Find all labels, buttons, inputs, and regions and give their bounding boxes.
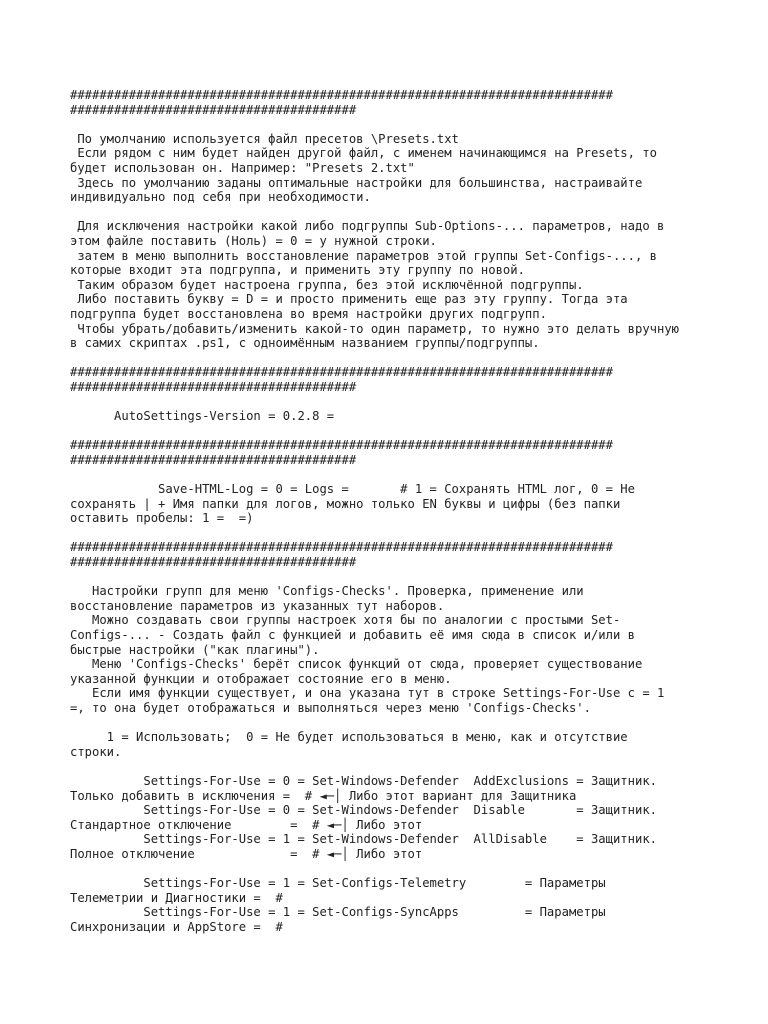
text-line: 1 = Использовать; 0 = Не будет использоваться в меню, как и отсутствие [70,730,628,745]
text-line: указанной функции и отображает состояние его в меню. [70,671,452,686]
text-line: Если имя функции существует, и она указана тут в строке Settings-For-Use с = 1 [70,686,665,701]
text-line: ####################################### [70,452,357,467]
text-line: Settings-For-Use = 0 = Set-Windows-Defender AddExclusions = Защитник. [70,773,657,788]
text-line: ########################################################################## [70,438,613,453]
text-line: строки. [70,744,122,759]
text-line: Меню 'Configs-Checks' берёт список функций от сюда, проверяет существование [70,657,643,672]
blank-line [70,570,710,585]
blank-line [70,526,710,541]
text-line: Либо поставить букву = D = и просто применить еще раз эту группу. Тогда эта [70,292,628,307]
text-line: Чтобы убрать/добавить/изменить какой-то один параметр, то нужно это делать вручную [70,321,680,336]
text-line: подгруппа будет восстановлена во время настройки других подгрупп. [70,306,547,321]
text-line: Save-HTML-Log = 0 = Logs = # 1 = Сохранять HTML лог, 0 = Не [70,482,635,497]
text-line: сохранять | + Имя папки для логов, можно только EN буквы и цифры (без папки [70,496,621,511]
text-line: AutoSettings-Version = 0.2.8 = [70,409,335,424]
text-line: ####################################### [70,379,357,394]
text-line: Синхронизации и AppStore = # [70,919,283,934]
blank-line [70,424,710,439]
text-line: Только добавить в исключения = # ◄─│ Либо этот вариант для Защитника [70,788,577,803]
text-line: Если рядом с ним будет найден другой файл, с именем начинающимся на Presets, то [70,146,657,161]
text-line: Configs-... - Создать файл с функцией и добавить её имя сюда в список и/или в [70,627,635,642]
text-line: оставить пробелы: 1 = =) [70,511,254,526]
blank-line [70,117,710,132]
text-line: ####################################### [70,102,357,117]
blank-line [70,467,710,482]
text-line: Можно создавать свои группы настроек хотя бы по аналогии с простыми Set- [70,613,621,628]
text-line: ########################################################################## [70,365,613,380]
blank-line [70,351,710,366]
blank-line [70,394,710,409]
blank-line [70,716,710,731]
text-line: индивидуально под себя при необходимости. [70,190,371,205]
document-text [70,88,710,934]
text-line: Settings-For-Use = 1 = Set-Windows-Defender AllDisable = Защитник. [70,832,657,847]
text-line: восстановление параметров из указанных тут наборов. [70,598,445,613]
text-line: ########################################################################## [70,540,613,555]
text-line: затем в меню выполнить восстановление параметров этой группы Set-Configs-..., в [70,248,657,263]
text-line: Для исключения настройки какой либо подгруппы Sub-Options-... параметров, надо в [70,219,665,234]
text-line: которые входит эта подгруппа, и применить эту группу по новой. [70,263,525,278]
text-line: Settings-For-Use = 1 = Set-Configs-Telemetry = Параметры [70,876,606,891]
text-line: быстрые настройки ("как плагины"). [70,642,320,657]
text-line: Settings-For-Use = 0 = Set-Windows-Defender Disable = Защитник. [70,803,657,818]
text-line: Настройки групп для меню 'Configs-Checks'. Проверка, применение или [70,584,584,599]
text-line: Settings-For-Use = 1 = Set-Configs-SyncApps = Параметры [70,905,606,920]
text-line: Телеметрии и Диагностики = # [70,890,283,905]
text-line: Полное отключение = # ◄─│ Либо этот [70,846,423,861]
blank-line [70,205,710,220]
text-line: =, то она будет отображаться и выполняться через меню 'Configs-Checks'. [70,700,591,715]
text-line: Таким образом будет настроена группа, без этой исключённой подгруппы. [70,277,584,292]
text-line: ########################################################################## [70,88,613,102]
blank-line [70,861,710,876]
text-line: ####################################### [70,555,357,569]
text-line: этом файле поставить (Ноль) = 0 = у нужной строки. [70,233,437,248]
text-line: По умолчанию используется файл пресетов \Presets.txt [70,131,459,146]
text-line: будет использован он. Например: "Presets 2.txt" [70,160,415,175]
text-line: в самих скриптах .ps1, с одноимённым названием группы/подгруппы. [70,336,540,351]
text-line: Стандартное отключение = # ◄─│ Либо этот [70,817,423,832]
blank-line [70,759,710,774]
text-line: Здесь по умолчанию заданы оптимальные настройки для большинства, настраивайте [70,175,643,190]
